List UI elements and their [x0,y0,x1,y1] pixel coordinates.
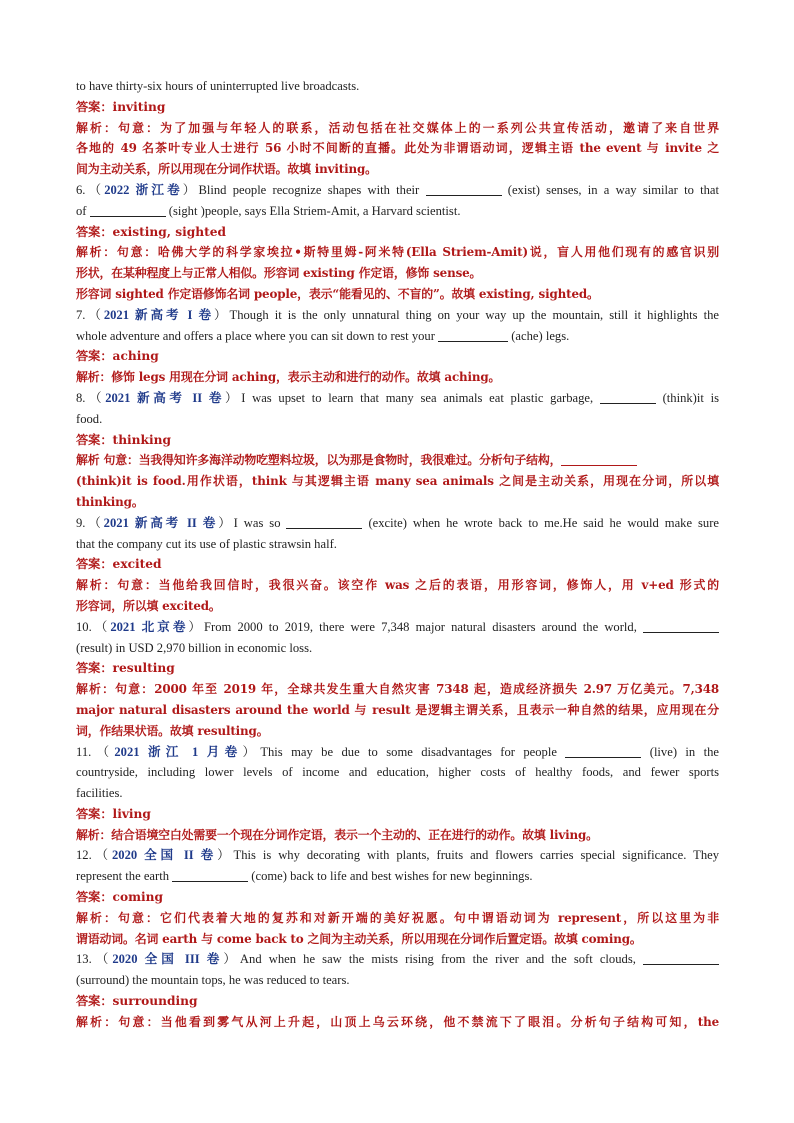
question-text-line: countryside, including lower levels of income and education, higher costs of healthy foods, and fewer sports [76,765,719,780]
question-text-line: facilities. [76,786,123,801]
analysis-line: 词，作结果状语。故填 resulting。 [76,723,269,738]
analysis-line [76,450,719,471]
question-text: Blind people recognize shapes with their [198,182,426,197]
question-text: This may be due to some disadvantages for people [260,744,566,759]
question-text: (ache) legs. [508,328,570,343]
answer-blank [643,952,719,965]
question-source: 2020 全国 III 卷 [112,952,224,967]
question-source: 2020 全国 II 卷 [111,848,218,863]
analysis-line: 解析：句意：当他给我回信时，我很兴奋。该空作 was 之后的表语，用形容词，修饰人，用 v+ed 形式的 [76,578,719,593]
analysis-line: thinking。 [76,494,144,509]
question-text-line: (surround) the mountain tops, he was reduced to tears. [76,973,350,988]
question-number: 8.（ [76,390,106,405]
question-text: (live) in the [641,744,719,759]
analysis-line: 形状，在某种程度上与正常人相似。形容词 existing 作定语，修饰 sense。 [76,266,482,281]
question-text: This is why decorating with plants, fruits and flowers carries special significance. They [233,848,719,863]
answer-blank [438,329,508,342]
question-source-close: ） [182,182,199,197]
question-text: I was upset to learn that many sea animals eat plastic garbage, [241,390,600,405]
question-source-close: ） [223,952,240,967]
question-source: 2021 新高考 I 卷 [103,307,214,322]
question-source-close: ） [225,390,242,405]
question-text: (come) back to life and best wishes for new beginnings. [248,869,533,884]
question-number: 9.（ [76,515,104,530]
answer-blank [286,516,362,529]
question-source-close: ） [218,515,234,530]
question-source: 2022 浙江卷 [104,182,183,197]
question-source-close: ） [214,307,230,322]
question-text-line: to have thirty-six hours of uninterrupted live broadcasts. [76,79,360,93]
question-text: I was so [233,515,287,530]
answer-blank [426,183,502,196]
analysis-line: 间为主动关系，所以用现在分词作状语。故填 inviting。 [76,162,377,177]
answer-blank [561,453,637,466]
analysis-line: 谓语动词。名词 earth 与 come back to 之间为主动关系，所以用现在分词作后置定语。故填 coming。 [76,931,642,946]
answer-line: 答案：resulting [76,661,175,676]
question-text: Though it is the only unnatural thing on your way up the mountain, still it highlights the [229,307,719,322]
answer-line: 答案：inviting [76,99,166,114]
question-text: (exist) senses, in a way similar to that [501,182,719,197]
analysis-line: major natural disasters around the world 与 result 是逻辑主谓关系，且表示一种自然的结果，应用现在分 [76,702,719,717]
question-source-close: ） [242,744,261,759]
analysis-line: 形容词，所以填 excited。 [76,598,221,613]
question-11 [76,742,719,763]
answer-line: 答案：excited [76,557,162,572]
answer-line: 答案：surrounding [76,994,198,1009]
question-text: whole adventure and offers a place where you can sit down to rest your [76,328,439,343]
question-number: 13.（ [76,952,113,967]
answer-line: 答案：living [76,806,151,821]
answer-blank [172,869,248,882]
answer-line: 答案：thinking [76,432,172,447]
question-text-line [76,326,719,347]
analysis-line: 形容词 sighted 作定语修饰名词 people，表示“能看见的、不盲的”。故填 existing, sighted。 [76,286,599,301]
question-source: 2021 浙江 1 月卷 [114,744,243,759]
question-text-line: (result) in USD 2,970 billion in economic loss. [76,640,313,655]
question-text: From 2000 to 2019, there were 7,348 major natural disasters around the world, [204,619,644,634]
analysis-line: 解析：句意：2000 年至 2019 年，全球共发生重大自然灾害 7348 起，造成经济损失 2.97 万亿美元。7,348 [76,682,719,697]
question-source: 2021 新高考 II 卷 [103,515,219,530]
question-9 [76,513,719,534]
document-page [76,76,719,1033]
question-number: 11.（ [76,744,115,759]
analysis-line: 解析：句意：它们代表着大地的复苏和对新开端的美好祝愿。句中谓语动词为 represent，所以这里为非 [76,910,719,925]
answer-line: 答案：aching [76,349,159,364]
answer-line: 答案：coming [76,890,164,905]
analysis-text: 解析 句意：当我得知许多海洋动物吃塑料垃圾，以为那是食物时，我很难过。分析句子结构， [76,453,562,468]
analysis-line: 解析：修饰 legs 用现在分词 aching，表示主动和进行的动作。故填 aching。 [76,370,501,385]
question-8 [76,388,719,409]
question-source: 2021 北京卷 [110,619,189,634]
question-number: 6.（ [76,182,105,197]
answer-line: 答案：existing, sighted [76,224,226,239]
question-10 [76,617,719,638]
question-text: represent the earth [76,869,173,884]
question-13 [76,949,719,970]
question-source-close: ） [217,848,234,863]
answer-blank [643,620,719,633]
question-text-line: that the company cut its use of plastic strawsin half. [76,536,337,551]
answer-blank [90,204,166,217]
analysis-line: 解析：结合语境空白处需要一个现在分词作定语，表示一个主动的、正在进行的动作。故填 living。 [76,827,598,842]
question-text: (sight )people, says Ella Striem-Amit, a Harvard scientist. [165,203,461,218]
question-source: 2021 新高考 II 卷 [105,390,226,405]
question-text-line: food. [76,411,103,426]
question-12 [76,845,719,866]
analysis-line: 解析：句意：当他看到雾气从河上升起，山顶上乌云环绕，他不禁流下了眼泪。分析句子结构可知，the [76,1014,719,1029]
question-source-close: ） [188,619,205,634]
question-number: 7.（ [76,307,104,322]
analysis-line: (think)it is food.用作状语，think 与其逻辑主语 many sea animals 之间是主动关系，用现在分词，所以填 [76,474,719,489]
question-text: (excite) when he wrote back to me.He said he would make sure [362,515,719,530]
analysis-line: 解析：句意：为了加强与年轻人的联系，活动包括在社交媒体上的一系列公共宣传活动，邀请了来自世界 [76,120,719,135]
question-7 [76,305,719,326]
question-number: 10.（ [76,619,111,634]
analysis-line: 各地的 49 名茶叶专业人士进行 56 小时不间断的直播。此处为非谓语动词，逻辑主语 the event 与 invite 之 [76,141,719,156]
answer-blank [600,391,656,404]
question-text: And when he saw the mists rising from the river and the soft clouds, [239,952,644,967]
analysis-line: 解析：句意：哈佛大学的科学家埃拉•斯特里姆-阿米特(Ella Striem-Amit)说，盲人用他们现有的感官识别 [76,245,719,260]
question-text: (think)it is [655,390,719,405]
question-number: 12.（ [76,848,112,863]
question-text-line [76,201,719,222]
question-6 [76,180,719,201]
question-text: of [76,203,90,218]
answer-blank [565,745,641,758]
question-text-line [76,866,719,887]
